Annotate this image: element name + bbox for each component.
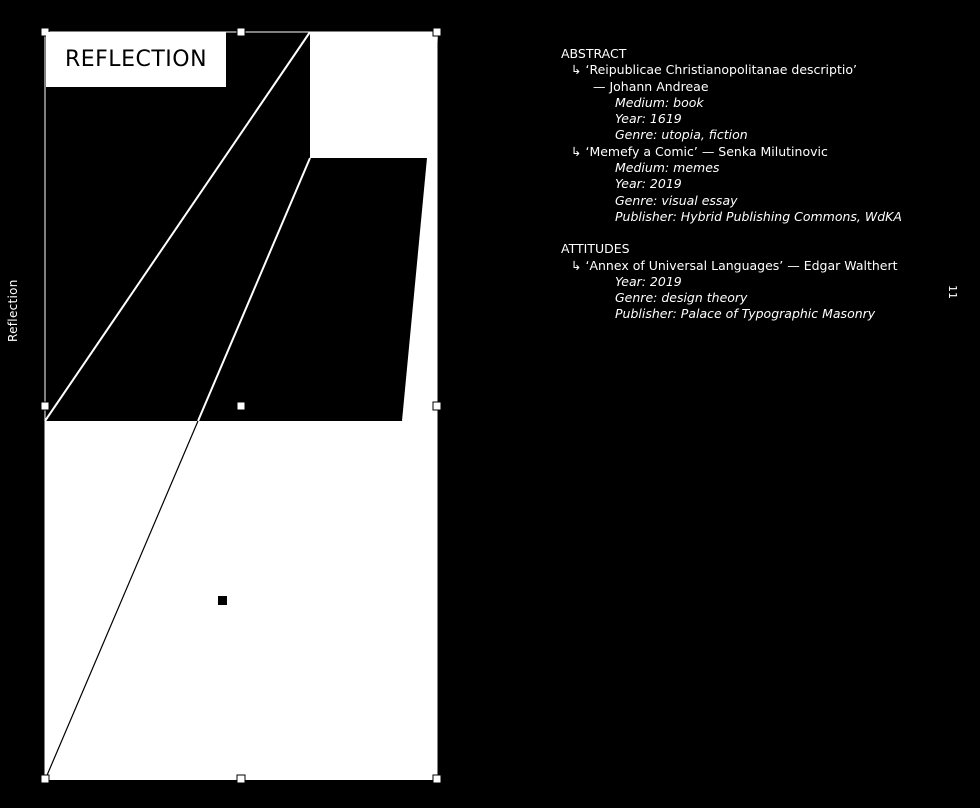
entry-meta: Genre: visual essay <box>615 192 738 208</box>
entry-title: ↳ ‘Annex of Universal Languages’ — Edgar Walthert <box>571 257 898 273</box>
entry-author: — Johann Andreae <box>593 78 709 94</box>
artwork-title-box <box>46 32 226 87</box>
section-abstract <box>561 46 961 225</box>
entry-meta: Publisher: Hybrid Publishing Commons, WdKA <box>615 208 902 224</box>
bibliography <box>561 46 961 323</box>
entry-meta: Year: 2019 <box>615 273 682 289</box>
arrow-icon: ↳ <box>571 143 582 159</box>
center-handle <box>218 596 227 605</box>
entry-title: ↳ ‘Reipublicae Christianopolitanae descriptio’ <box>571 62 857 78</box>
entry-meta: Publisher: Palace of Typographic Masonry <box>615 306 876 322</box>
arrow-icon: ↳ <box>571 62 582 78</box>
entry-meta: Medium: memes <box>615 160 720 176</box>
artwork-title: REFLECTION <box>64 47 208 72</box>
entry-meta: Genre: design theory <box>615 290 748 306</box>
entry-meta: Genre: utopia, fiction <box>615 127 748 143</box>
entry-title: ↳ ‘Memefy a Comic’ — Senka Milutinovic <box>571 143 828 159</box>
page-number: 11 <box>946 285 959 299</box>
section-heading: ABSTRACT <box>561 46 627 61</box>
arrow-icon: ↳ <box>571 257 582 273</box>
side-running-title: Reflection <box>6 279 20 342</box>
back-face <box>310 32 437 158</box>
section-heading: ATTITUDES <box>561 241 630 257</box>
section-attitudes <box>561 241 961 322</box>
entry-meta: Year: 1619 <box>615 111 682 127</box>
entry-meta: Year: 2019 <box>615 176 682 192</box>
entry-meta: Medium: book <box>615 94 704 110</box>
